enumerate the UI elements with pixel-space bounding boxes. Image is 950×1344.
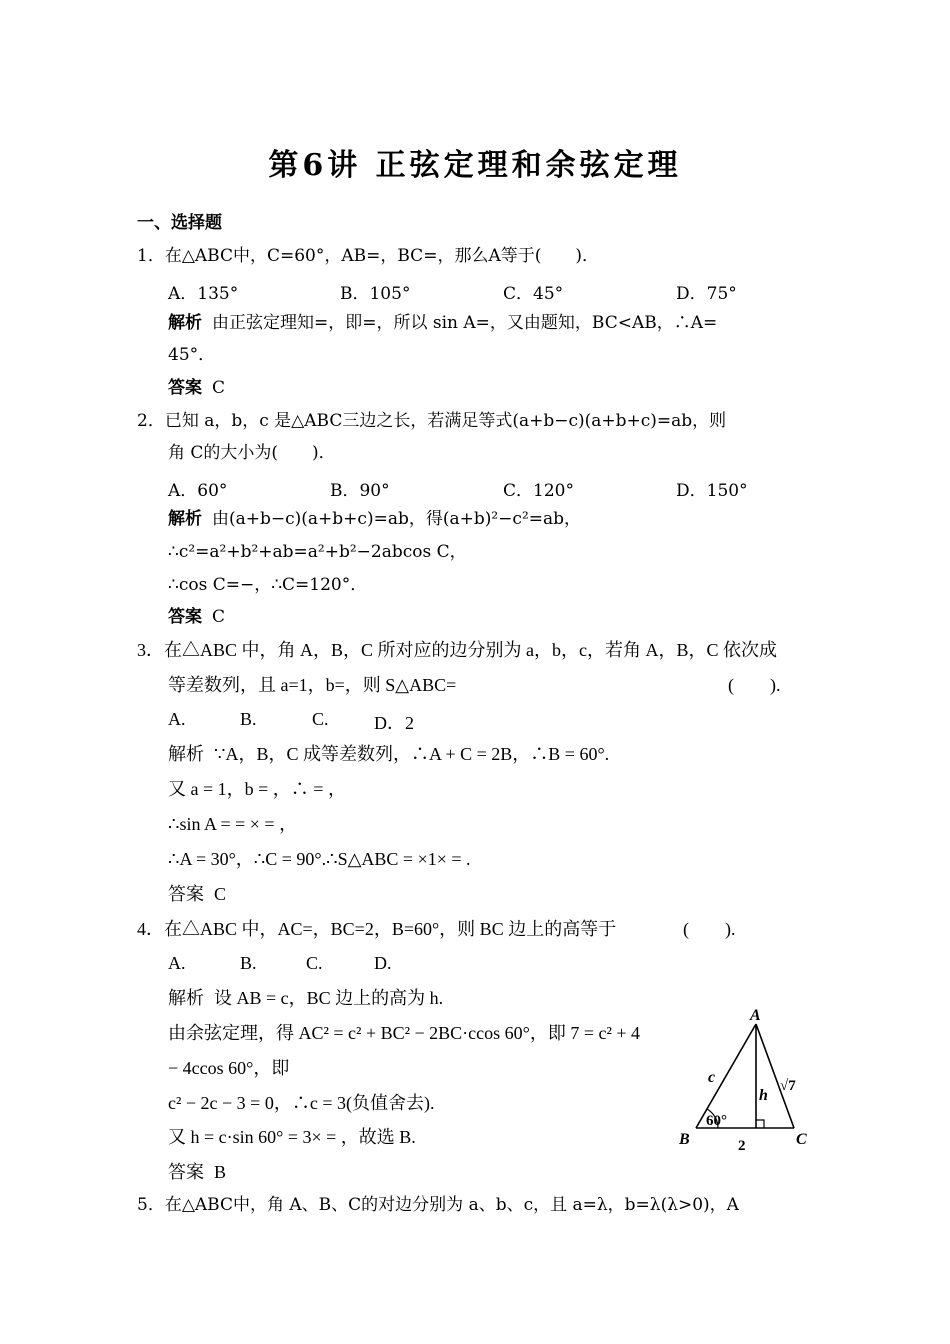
triangle-figure bbox=[676, 1004, 816, 1154]
q3-analysis-line2: 又 a = 1，b = ，∴ = ， bbox=[168, 779, 346, 799]
q4-analysis-line5: 又 h = c·sin 60° = 3× = ，故选 B. bbox=[168, 1127, 416, 1147]
q3-analysis-line3: ∴sin A = = × = ， bbox=[168, 814, 298, 834]
q3-option-c: C. bbox=[312, 709, 329, 729]
q1-option-a: A．135° bbox=[168, 284, 239, 304]
q1-answer-value: C bbox=[212, 378, 226, 398]
q2-analysis bbox=[168, 508, 581, 530]
q4-answer-value: B bbox=[214, 1162, 227, 1182]
q3-answer-value: C bbox=[214, 884, 227, 904]
q4-paren: ( ). bbox=[683, 919, 736, 939]
q2-analysis-text: 由(a+b−c)(a+b+c)=ab，得(a+b)²−c²=ab， bbox=[212, 509, 582, 529]
q4-analysis-line3: − 4ccos 60°，即 bbox=[168, 1058, 290, 1078]
q3-analysis-line4: ∴A = 30°，∴C = 90°.∴S△ABC = ×1× = . bbox=[168, 849, 471, 869]
analysis-label: 解析 bbox=[168, 744, 204, 765]
q2-option-b: B．90° bbox=[330, 481, 390, 501]
q4-option-a: A. bbox=[168, 953, 186, 973]
side-c-label: c bbox=[708, 1069, 716, 1086]
vertex-b-label: B bbox=[679, 1131, 690, 1148]
q2-stem: 2．已知 a，b，c 是△ABC三边之长，若满足等式(a+b−c)(a+b+c)=ab，则 bbox=[137, 411, 727, 431]
page-title: 第6讲 正弦定理和余弦定理 bbox=[268, 148, 682, 183]
q2-stem-cont: 角 C的大小为( )． bbox=[168, 443, 336, 463]
side-ac-label: √7 bbox=[780, 1078, 796, 1094]
section-heading: 一、选择题 bbox=[137, 213, 222, 233]
q4-option-b: B. bbox=[240, 953, 257, 973]
q1-option-c: C．45° bbox=[503, 284, 564, 304]
q4-analysis-line4: c² − 2c − 3 = 0，∴c = 3(负值舍去). bbox=[168, 1093, 435, 1113]
q4-answer bbox=[168, 1161, 226, 1184]
q3-option-d: D．2 bbox=[374, 713, 414, 733]
q3-option-b: B. bbox=[240, 709, 257, 729]
q1-option-d: D．75° bbox=[676, 284, 737, 304]
q2-analysis-line3: ∴cos C=−，∴C=120°． bbox=[168, 575, 368, 595]
q2-option-a: A．60° bbox=[168, 481, 228, 501]
q2-answer bbox=[168, 606, 225, 628]
vertex-a-label: A bbox=[750, 1007, 761, 1024]
analysis-label: 解析 bbox=[168, 509, 202, 529]
q4-option-c: C. bbox=[306, 953, 323, 973]
q3-stem: 3．在△ABC 中，角 A，B，C 所对应的边分别为 a，b，c，若角 A，B，C 依次成 bbox=[137, 640, 778, 660]
base-label: 2 bbox=[738, 1138, 746, 1154]
q2-analysis-line2: ∴c²=a²+b²+ab=a²+b²−2abcos C， bbox=[168, 542, 467, 562]
side-h-label: h bbox=[759, 1087, 768, 1104]
q4-stem: 4．在△ABC 中，AC=，BC=2，B=60°，则 BC 边上的高等于 bbox=[137, 919, 617, 939]
q5-stem: 5．在△ABC中，角 A、B、C的对边分别为 a、b、c，且 a=λ，b=λ(λ>0)，A bbox=[137, 1195, 739, 1215]
q1-analysis-text: 由正弦定理知=，即=，所以 sin A=，又由题知，BC<AB，∴A= bbox=[212, 313, 718, 333]
side-ac bbox=[756, 1024, 794, 1128]
q3-analysis-text: ∵A，B，C 成等差数列，∴A + C = 2B，∴B = 60°. bbox=[214, 744, 610, 764]
vertex-c-label: C bbox=[796, 1131, 807, 1148]
q2-option-c: C．120° bbox=[503, 481, 574, 501]
q3-answer bbox=[168, 883, 226, 906]
answer-label: 答案 bbox=[168, 607, 202, 627]
q1-stem: 1．在△ABC中，C=60°，AB=，BC=，那么A等于( )． bbox=[137, 246, 599, 266]
q1-analysis bbox=[168, 312, 717, 334]
angle-label: 60° bbox=[706, 1113, 727, 1129]
q2-answer-value: C bbox=[212, 607, 226, 627]
q4-analysis bbox=[168, 987, 443, 1010]
q3-option-a: A. bbox=[168, 709, 186, 729]
q3-stem-cont: 等差数列，且 a=1，b=，则 S△ABC= bbox=[168, 675, 457, 695]
q3-analysis bbox=[168, 743, 609, 766]
q4-option-d: D. bbox=[374, 953, 392, 973]
q1-analysis-cont: 45°． bbox=[168, 345, 216, 365]
analysis-label: 解析 bbox=[168, 988, 204, 1009]
q3-paren: ( ). bbox=[728, 675, 781, 695]
q4-analysis-line2: 由余弦定理，得 AC² = c² + BC² − 2BC·ccos 60°，即 7 = c² + 4 bbox=[168, 1023, 641, 1043]
analysis-label: 解析 bbox=[168, 313, 202, 333]
q1-option-b: B．105° bbox=[340, 284, 411, 304]
q1-answer bbox=[168, 377, 225, 399]
q4-analysis-text: 设 AB = c，BC 边上的高为 h. bbox=[214, 988, 444, 1008]
answer-label: 答案 bbox=[168, 378, 202, 398]
answer-label: 答案 bbox=[168, 884, 204, 905]
right-angle-mark bbox=[756, 1120, 764, 1128]
q2-option-d: D．150° bbox=[676, 481, 748, 501]
answer-label: 答案 bbox=[168, 1162, 204, 1183]
